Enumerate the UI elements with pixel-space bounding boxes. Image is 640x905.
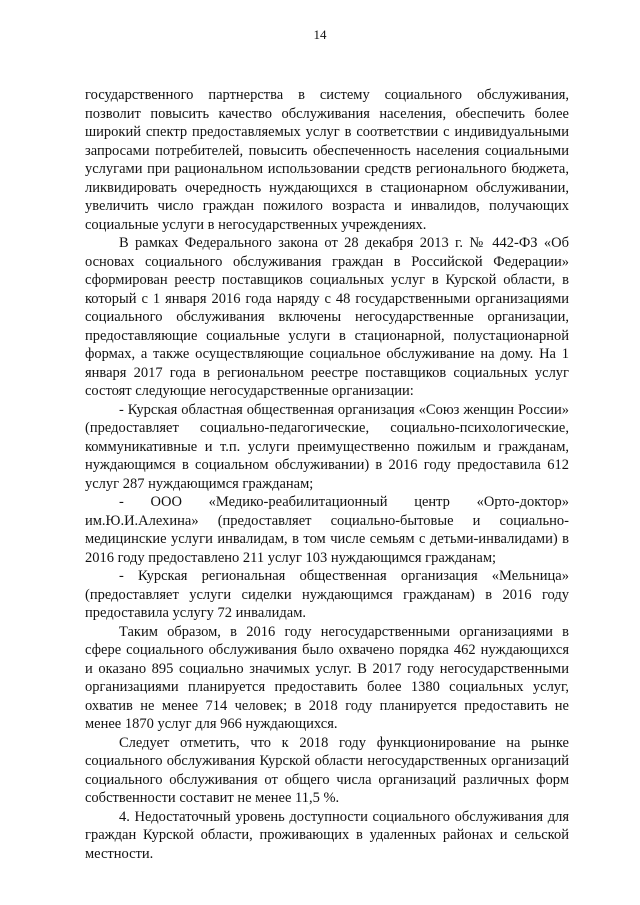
paragraph-accessibility: 4. Недостаточный уровень доступности социального обслуживания для граждан Курской области, проживающих в удаленных районах и сельской местности. [85,808,569,862]
list-item-melnitsa: - Курская региональная общественная организация «Мельница» (предоставляет услуги сиделки нуждающимся гражданам) в 2016 году предоставила услугу 72 инвалидам. [85,568,569,621]
paragraph-partnership-continuation: государственного партнерства в систему социального обслуживания, позволит повысить качество обслуживания населения, обеспечить более широкий спектр предоставляемых услуг в соответствии с индивидуальными запросами потребителей, повысить обеспеченность населения социальными услугами при рациональном использовании средств регионального бюджета, ликвидировать очередность нуждающихся в стационарном обслуживании, увеличить число граждан пожилого возраста и инвалидов, получающих социальные услуги в негосударственных учреждениях. [85,87,569,233]
paragraph-summary-2016: Таким образом, в 2016 году негосударственными организациями в сфере социального обслуживания было охвачено порядка 462 нуждающихся и оказано 895 социально значимых услуг. В 2017 году негосударственными организациями планируется предоставить более 1380 социальных услуг, охватив не менее 714 человек; в 2018 году планируется предоставить не менее 1870 услуг для 966 нуждающихся. [85,623,569,732]
paragraph-share-2018: Следует отметить, что к 2018 году функционирование на рынке социального обслуживания Курской области негосударственных организаций социального обслуживания от общего числа организаций различных форм собственности составит не менее 11,5 %. [85,734,569,806]
list-item-union-of-women: - Курская областная общественная организация «Союз женщин России» (предоставляет социально-педагогические, социально-психологические, коммуникативные и т.п. услуги преимущественно пожилым и гражданам, нуждающимся в социальном обслуживании) в 2016 году предоставила 612 услуг 287 нуждающимся гражданам; [85,401,569,492]
list-item-orto-doctor: - ООО «Медико-реабилитационный центр «Орто-доктор» им.Ю.И.Алехина» (предоставляет социально-бытовые и социально-медицинские услуги инвалидам, в том числе семьям с детьми-инвалидами) в 2016 году предоставлено 211 услуг 103 нуждающимся гражданам; [85,494,569,566]
document-body [85,86,569,863]
paragraph-federal-law-registry: В рамках Федерального закона от 28 декабря 2013 г. № 442-ФЗ «Об основах социального обслуживания граждан в Российской Федерации» сформирован реестр поставщиков социальных услуг в Курской области, в который с 1 января 2016 года наряду с 48 государственными организациями социального обслуживания включены негосударственные организации, предоставляющие социальные услуги в стационарной, полустационарной формах, а также осуществляющие социальное обслуживание на дому. На 1 января 2017 года в региональном реестре поставщиков социальных услуг состоят следующие негосударственные организации: [85,235,569,399]
page-number: 14 [313,27,327,42]
